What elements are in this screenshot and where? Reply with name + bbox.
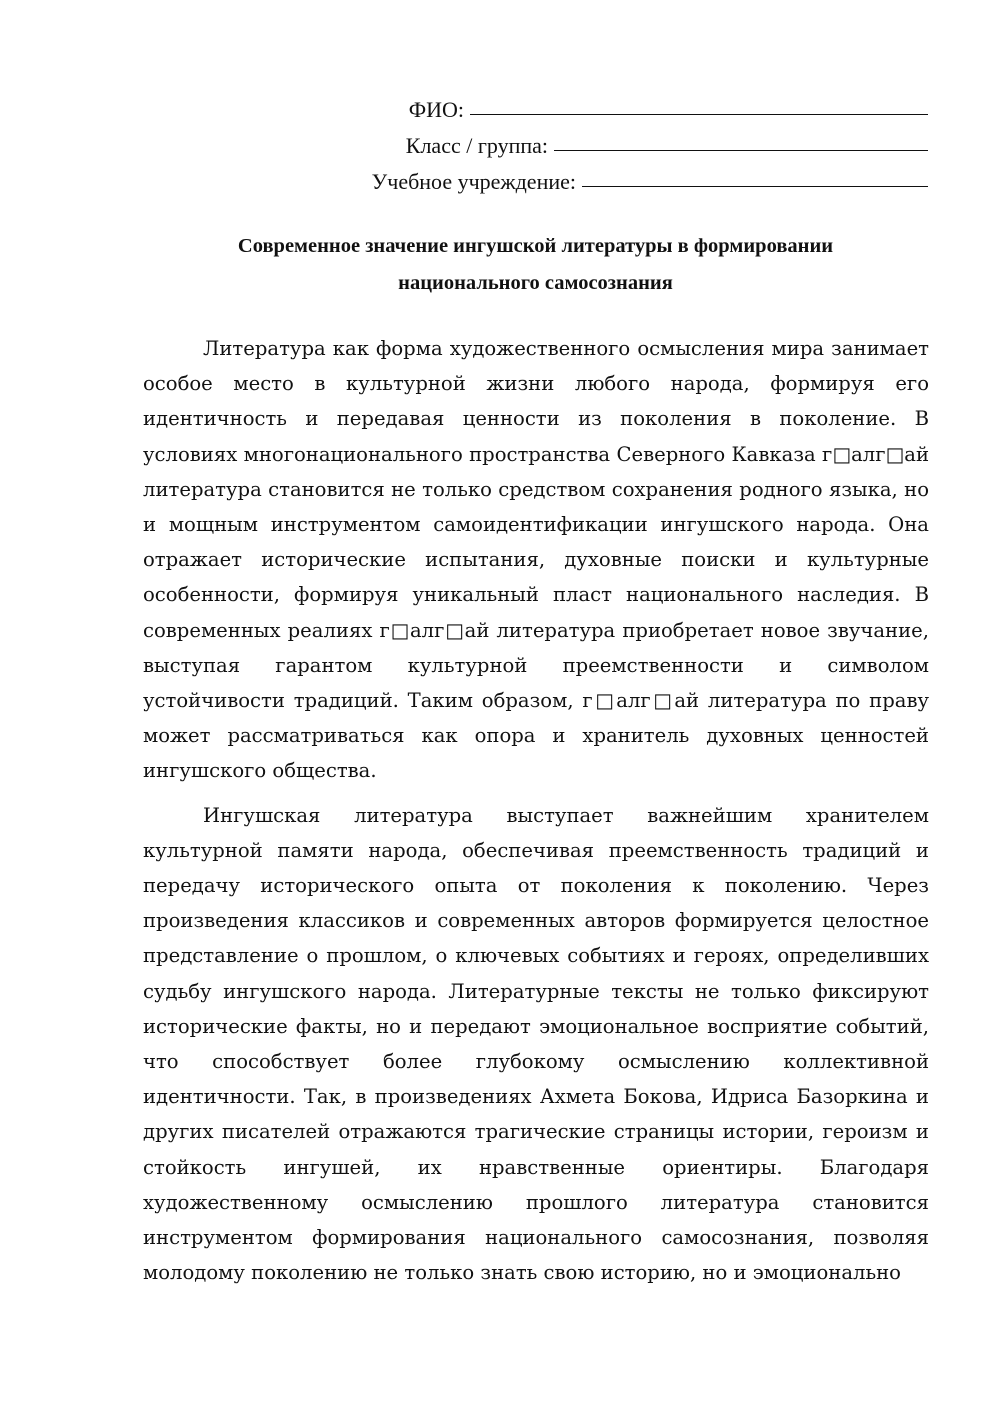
- school-label: Учебное учреждение:: [371, 169, 576, 194]
- school-blank-line[interactable]: [582, 162, 928, 187]
- paragraph: Ингушская литература выступает важнейшим хранителем культурной памяти народа, обеспечивая преемственность традиций и передачу исторического опыта от поколения к поколению. Через произведения классиков и современных авторов формируется целостное представление о прошлом, о ключевых событиях и героях, определивших судьбу ингушского народа. Литературные тексты не только фиксируют исторические факты, но и передают эмоциональное восприятие событий, что способствует более глубокому осмыслению коллективной идентичности. Так, в произведениях Ахмета Бокова, Идриса Базоркина и других писателей отражаются трагические страницы истории, героизм и стойкость ингушей, их нравственные ориентиры. Благодаря художественному осмыслению прошлого литература становится инструментом формирования национального самосознания, позволяя молодому поколению не только знать свою историю, но и эмоционально: [143, 803, 929, 1285]
- student-info-fields: [300, 92, 928, 200]
- document-title: [143, 228, 928, 302]
- document-body: [143, 331, 929, 1290]
- fio-blank-line[interactable]: [470, 90, 928, 115]
- class-group-field: [300, 128, 928, 164]
- school-field: [300, 164, 928, 200]
- fio-field: [300, 92, 928, 128]
- paragraph: Литература как форма художественного осмысления мира занимает особое место в культурной жизни любого народа, формируя его идентичность и передавая ценности из поколения в поколение. В условиях многонационального пространства Северного Кавказа г□алг□ай литература становится не только средством сохранения родного языка, но и мощным инструментом самоидентификации ингушского народа. Она отражает исторические испытания, духовные поиски и культурные особенности, формируя уникальный пласт национального наследия. В современных реалиях г□алг□ай литература приобретает новое звучание, выступая гарантом культурной преемственности и символом устойчивости традиций. Таким образом, г□алг□ай литература по праву может рассматриваться как опора и хранитель духовных ценностей ингушского общества.: [143, 337, 929, 783]
- class-group-label: Класс / группа:: [405, 133, 548, 158]
- fio-label: ФИО:: [408, 97, 464, 122]
- title-line-2: национального самосознания: [398, 272, 673, 294]
- class-group-blank-line[interactable]: [554, 126, 928, 151]
- title-line-1: Современное значение ингушской литературы в формировании: [237, 235, 834, 257]
